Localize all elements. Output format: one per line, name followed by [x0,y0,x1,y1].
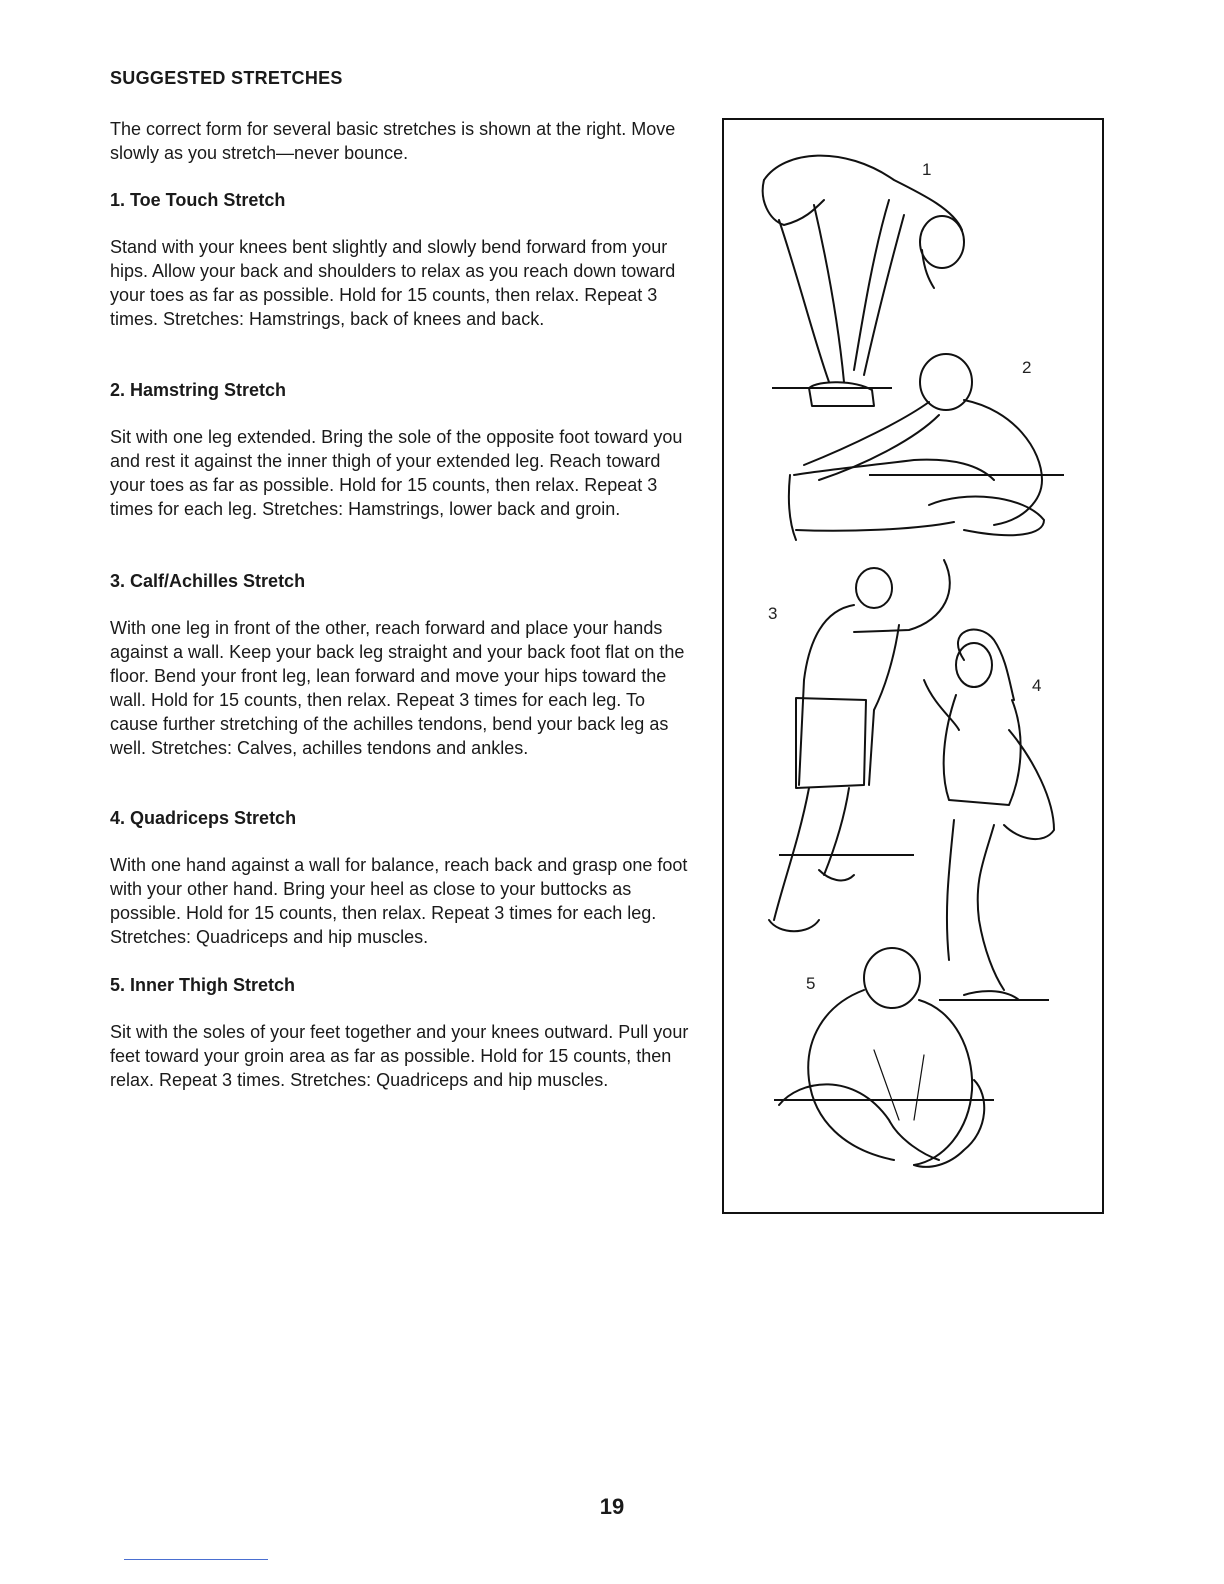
stretch-title: 5. Inner Thigh Stretch [110,975,296,995]
figure-number-3: 3 [768,604,778,623]
figure-number-4: 4 [1032,676,1042,695]
stretch-description: With one leg in front of the other, reach forward and place your hands against a wall. Keep your back leg straight and your back foot flat on the floor. Bend your front leg, lean forward and move your hips toward the wall. Hold for 15 counts, then relax. Repeat 3 times for each leg. To cause further stretching of the achilles tendons, bend your back leg as well. Stretches: Calves, achilles tendons and ankles. [110,618,685,758]
figure-number-1: 1 [922,160,932,179]
stretch-title: 3. Calf/Achilles Stretch [110,571,306,591]
stretch-section-hamstring [110,378,690,521]
stretch-title: 2. Hamstring Stretch [110,380,287,400]
figure-number-2: 2 [1022,358,1032,377]
page-number: 19 [599,1494,625,1519]
figure-number-5: 5 [806,974,816,993]
stretch-description: Sit with the soles of your feet together and your knees outward. Pull your feet toward your groin area as far as possible. Hold for 15 counts, then relax. Repeat 3 times. Stretches: Quadriceps and hip muscles. [110,1022,689,1090]
stretch-title: 1. Toe Touch Stretch [110,190,286,210]
bottom-rule [124,1559,268,1560]
page-heading: SUGGESTED STRETCHES [110,68,343,88]
stretch-section-quadriceps [110,806,690,949]
stretch-description: With one hand against a wall for balance, reach back and grasp one foot with your other hand. Bring your heel as close to your buttocks as possible. Hold for 15 counts, then relax. Repeat 3 times for each leg. Stretches: Quadriceps and hip muscles. [110,855,688,947]
stretch-section-inner-thigh [110,973,690,1092]
stretch-description: Sit with one leg extended. Bring the sole of the opposite foot toward you and rest it against the inner thigh of your extended leg. Reach toward your toes as far as possible. Hold for 15 counts, then relax. Repeat 3 times for each leg. Stretches: Hamstrings, lower back and groin. [110,427,683,519]
intro-paragraph: The correct form for several basic stretches is shown at the right. Move slowly as you stretch—never bounce. [110,119,676,163]
stretch-description: Stand with your knees bent slightly and slowly bend forward from your hips. Allow your back and shoulders to relax as you reach down toward your toes as far as possible. Hold for 15 counts, then relax. Repeat 3 times. Stretches: Hamstrings, back of knees and back. [110,237,676,329]
toe-touch-illustration [763,156,964,406]
stretch-section-calf-achilles [110,569,690,760]
stretch-illustrations-panel [722,118,1104,1214]
stretch-section-toe-touch [110,188,690,331]
stretch-title: 4. Quadriceps Stretch [110,808,297,828]
stretch-illustrations [724,120,1102,1212]
calf-achilles-stretch-illustration [769,560,950,931]
